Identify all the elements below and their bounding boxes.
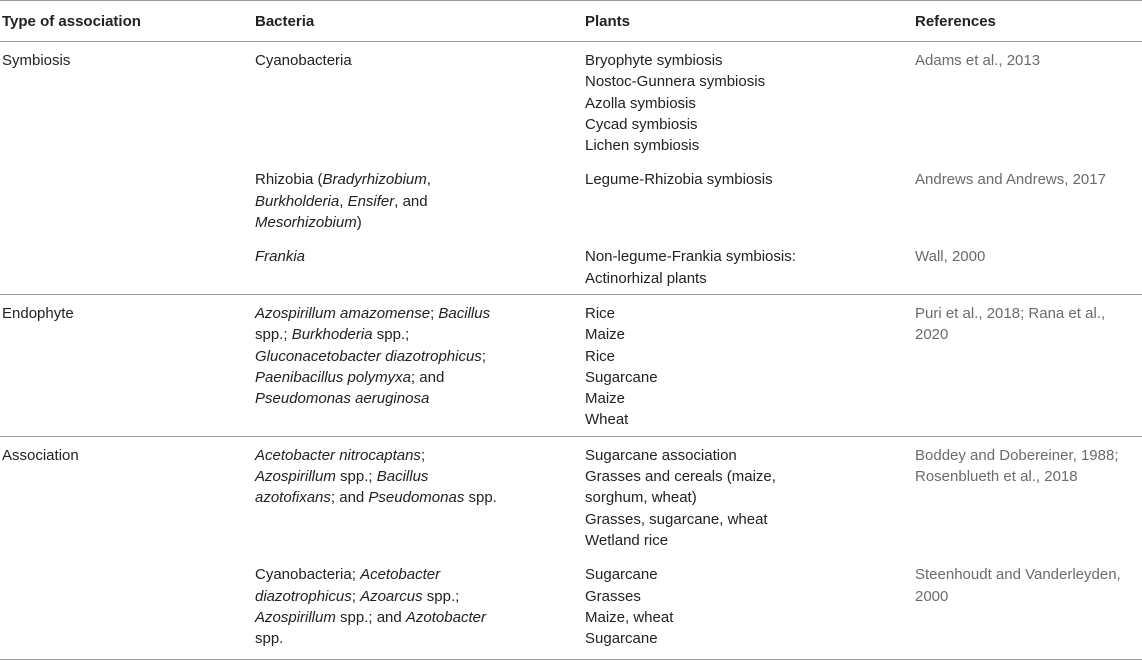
plant-item: Grasses, sugarcane, wheat [585,510,768,528]
table-row [0,294,1142,436]
bacteria-genus: Azospirillum [255,608,336,626]
bacteria-cell [255,556,585,660]
plant-item: Grasses [585,587,641,605]
type-cell [0,238,255,294]
header-type: Type of association [0,1,255,42]
reference-cell [915,436,1142,556]
bacteria-genus: Gluconacetobacter diazotrophicus [255,347,482,365]
bacteria-genus: Azospirillum [255,468,336,486]
bacteria-genus: Pseudomonas [368,489,465,507]
bacteria-genus: Burkhoderia [291,326,373,344]
bacteria-text: spp.; [335,468,377,486]
bacteria-genus: Pseudomonas aeruginosa [255,390,430,408]
bacteria-genus: Azotobacter [405,608,486,626]
bacteria-text: ; [430,304,439,322]
bacteria-genus: Bacillus [438,304,491,322]
bacteria-genus: Acetobacter [360,566,441,584]
plant-item: Sugarcane [585,566,658,584]
reference-cell [915,294,1142,436]
reference-cell: Adams et al., 2013 [915,52,1041,69]
plant-item: Rice [585,304,616,322]
reference-text: Steenhoudt and Vanderleyden, 2000 [915,566,1121,605]
plant-item: Actinorhizal plants [585,269,707,287]
bacteria-genus: Ensifer [347,192,395,210]
plants-cell [585,556,915,660]
type-cell: Endophyte [0,294,255,436]
header-references: References [915,1,1142,42]
plant-item: Sugarcane [585,630,658,648]
bacteria-text: ; and [330,489,369,507]
table-row [0,42,1142,162]
bacteria-genus: diazotrophicus [255,587,352,605]
plant-item: Maize [585,326,626,344]
bacteria-genus: Azoarcus [360,587,423,605]
table-row [0,436,1142,556]
reference-cell: Wall, 2000 [915,238,1142,294]
bacteria-text: spp.; [255,326,292,344]
plants-cell [585,238,915,294]
plant-item: Azolla symbiosis [585,94,696,112]
bacteria-text: , [339,192,348,210]
bacteria-genus: Paenibacillus polymyxa [255,368,411,386]
bacteria-text: spp. [255,630,284,648]
type-cell [0,161,255,238]
plant-item: Rice [585,347,616,365]
bacteria-text: ; and [410,368,445,386]
plants-cell [585,294,915,436]
plant-item: Maize [585,390,626,408]
bacteria-cell: Cyanobacteria [255,52,352,69]
bacteria-genus: Burkholderia [255,192,340,210]
plants-cell [585,161,915,238]
bacteria-genus: Mesorhizobium [255,214,357,232]
plant-item: Cycad symbiosis [585,115,698,133]
plant-item: Nostoc-Gunnera symbiosis [585,73,766,91]
table-row [0,161,1142,238]
bacteria-text: spp.; [372,326,410,344]
bacteria-cell [255,294,585,436]
bacteria-text: ; [351,587,361,605]
plant-item: Wetland rice [585,531,669,549]
bacteria-cell [255,238,585,294]
plant-item: Non-legume-Frankia symbiosis: [585,248,796,266]
reference-cell [915,556,1142,660]
bacteria-text: Cyanobacteria; [255,566,361,584]
bacteria-text: spp.; and [335,608,406,626]
bacteria-genus: Bradyrhizobium [322,171,427,189]
plant-item: Wheat [585,411,629,429]
header-plants: Plants [585,1,915,42]
bacteria-genus: Azospirillum amazomense [255,304,431,322]
type-cell: Association [2,446,79,464]
plant-item: Legume-Rhizobia symbiosis [585,171,773,189]
plants-cell [585,436,915,556]
plant-item: Sugarcane [585,368,658,386]
type-cell: Symbiosis [2,52,71,69]
reference-text: Boddey and Dobereiner, 1988; Rosenblueth et al., 2018 [915,446,1119,486]
table-row [0,556,1142,660]
bacteria-text: spp.; [422,587,460,605]
bacteria-genus: Frankia [255,248,306,266]
bacteria-text: ) [356,214,362,232]
bacteria-genus: azotofixans [255,489,331,507]
plant-item: Sugarcane association [585,446,737,464]
table-row [0,238,1142,294]
bacteria-text: spp. [464,489,497,507]
bacteria-text: ; [420,446,426,464]
bacteria-genus: Acetobacter nitrocaptans [255,446,421,464]
reference-cell: Andrews and Andrews, 2017 [915,171,1106,189]
plant-item: Lichen symbiosis [585,137,700,155]
header-bacteria: Bacteria [255,1,585,42]
bacteria-text: , [426,171,431,189]
type-cell [0,556,255,660]
plant-item: Grasses and cereals (maize, sorghum, wheat) [585,468,776,507]
bacteria-cell [255,161,585,238]
bacteria-text: Rhizobia ( [255,171,323,189]
plant-item: Maize, wheat [585,608,674,626]
header-row [0,1,1142,42]
plants-cell [585,42,915,162]
bacteria-text: ; [481,347,486,365]
bacteria-genus: Bacillus [376,468,429,486]
reference-text: Puri et al., 2018; Rana et al., 2020 [915,304,1106,344]
bacteria-text: , and [394,192,428,210]
bacteria-cell [255,436,585,556]
plant-item: Bryophyte symbiosis [585,52,723,69]
